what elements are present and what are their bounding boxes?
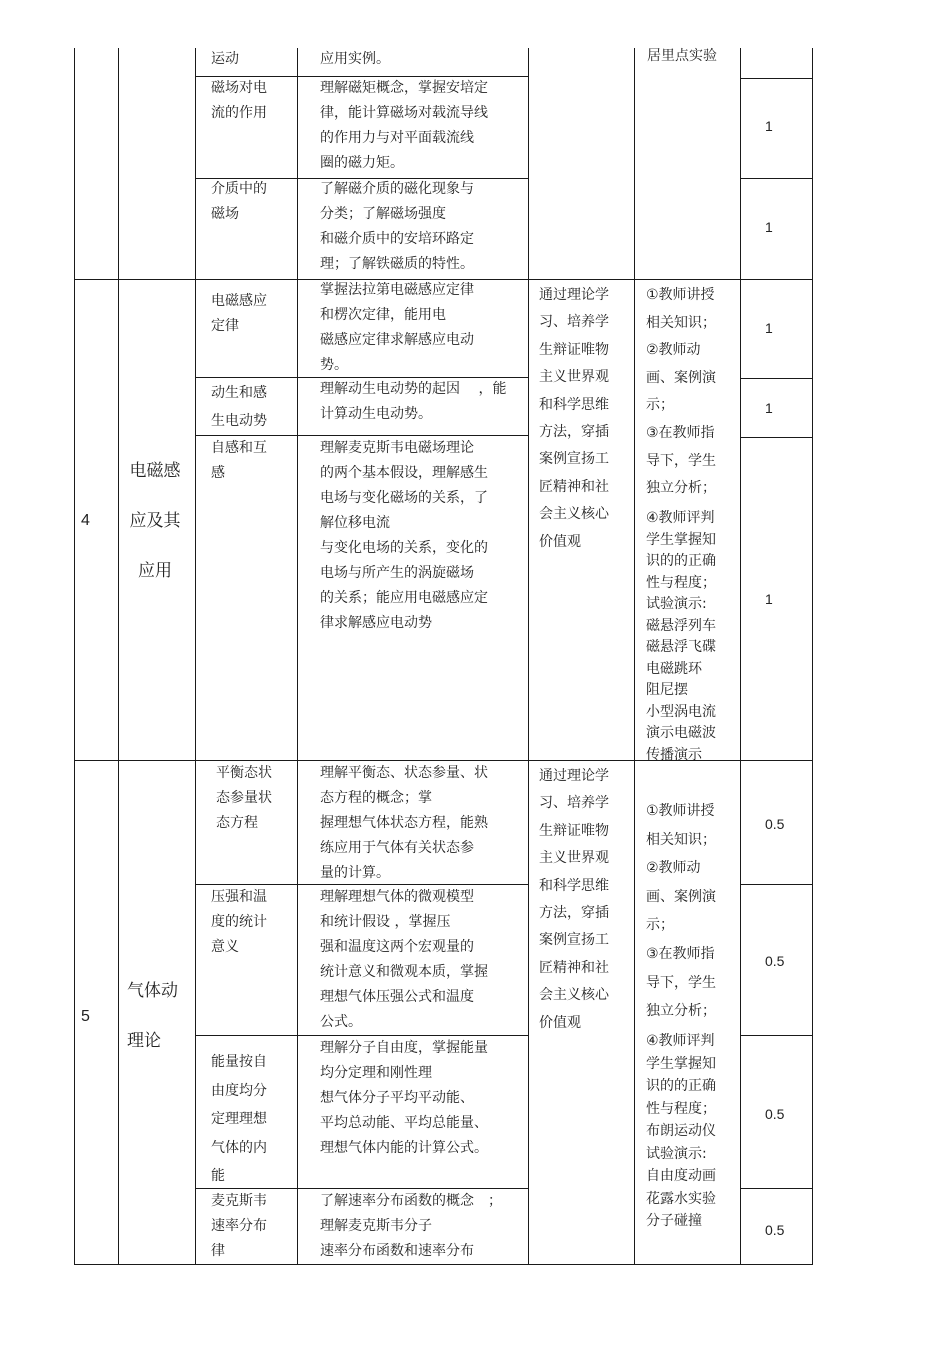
teaching-method-cell: 居里点实验 [647, 48, 717, 64]
topic-cell: 能量按自 由度均分 定理理想 气体的内 能 [211, 1054, 267, 1184]
grid-line [740, 78, 813, 79]
topic-cell: 运动 [211, 51, 239, 67]
grid-line [740, 884, 813, 885]
requirement-cell: 理解分子自由度，掌握能量 均分定理和刚性理 想气体分子平均平动能、 平均总动能、平均总能量、 理想气体内能的计算公式。 [320, 1040, 488, 1156]
grid-line [634, 48, 635, 1264]
grid-line [74, 1264, 813, 1265]
grid-line [74, 48, 75, 1264]
topic-cell: 电磁感应 定律 [211, 293, 267, 334]
hours-cell: 1 [765, 400, 773, 416]
requirement-cell: 了解磁介质的磁化现象与 分类；了解磁场强度 和磁介质中的安培环路定 理；了解铁磁质的特性。 [320, 181, 474, 272]
grid-line [740, 437, 813, 438]
requirement-cell: 理解理想气体的微观模型 和统计假设 ，掌握压 强和温度这两个宏观量的 统计意义和微观本质，掌握 理想气体压强公式和温度 公式。 [320, 889, 488, 1030]
hours-cell: 1 [765, 118, 773, 134]
chapter-number: 4 [81, 512, 90, 529]
grid-line [740, 1035, 813, 1036]
hours-cell: 0.5 [765, 1106, 785, 1122]
chapter-title: 电磁感 应及其 应用 [129, 461, 181, 581]
grid-line [740, 48, 741, 1264]
topic-cell: 自感和互 感 [211, 440, 267, 481]
hours-cell: 1 [765, 591, 773, 607]
teaching-method-cell: ①教师讲授 相关知识； ②教师动 画、案例演 示； ③在教师指 导下，学生 独立分析； [646, 287, 716, 497]
chapter-number: 5 [81, 1008, 90, 1025]
chapter-title: 气体动 理论 [127, 981, 178, 1051]
requirement-cell: 了解速率分布函数的概念 ； 理解麦克斯韦分子 速率分布函数和速率分布 [320, 1193, 502, 1259]
teaching-method-cell: ④教师评判 学生掌握知 识的的正确 性与程度； 布朗运动仪 试验演示: 自由度动画 花露水实验 分子碰撞 [646, 1033, 716, 1229]
requirement-cell: 应用实例。 [320, 51, 390, 67]
topic-cell: 磁场对电 流的作用 [211, 80, 267, 121]
grid-line [118, 48, 119, 1264]
teaching-method-cell: ①教师讲授 相关知识； ②教师动 画、案例演 示； ③在教师指 导下，学生 独立分析； [646, 803, 716, 1020]
requirement-cell: 理解动生电动势的起因 ，能 计算动生电动势。 [320, 381, 507, 422]
topic-cell: 麦克斯韦 速率分布 律 [211, 1193, 267, 1259]
grid-line [740, 1188, 813, 1189]
ideology-cell: 通过理论学 习、培养学 生辩证唯物 主义世界观 和科学思维 方法，穿插 案例宣扬工 匠精神和社 会主义核心 价值观 [539, 287, 609, 550]
topic-cell: 平衡态状 态参量状 态方程 [216, 765, 272, 831]
requirement-cell: 理解麦克斯韦电磁场理论 的两个基本假设，理解感生 电场与变化磁场的关系，了 解位移电流 与变化电场的关系，变化的 电场与所产生的涡旋磁场 的关系；能应用电磁感应定 律求解感应电动势 [320, 440, 488, 631]
hours-cell: 1 [765, 219, 773, 235]
grid-line [740, 178, 813, 179]
grid-line [297, 48, 298, 1264]
grid-line [528, 48, 529, 1264]
hours-cell: 0.5 [765, 1222, 785, 1238]
requirement-cell: 掌握法拉第电磁感应定律 和楞次定律，能用电 磁感应定律求解感应电动 势。 [320, 282, 474, 373]
hours-cell: 1 [765, 320, 773, 336]
requirement-cell: 理解平衡态、状态参量、状 态方程的概念；掌 握理想气体状态方程，能熟 练应用于气体有关状态参 量的计算。 [320, 765, 488, 881]
grid-line [740, 378, 813, 379]
ideology-cell: 通过理论学 习、培养学 生辩证唯物 主义世界观 和科学思维 方法，穿插 案例宣扬工 匠精神和社 会主义核心 价值观 [539, 768, 609, 1031]
topic-cell: 介质中的 磁场 [211, 181, 267, 222]
grid-line [195, 48, 196, 1264]
grid-line [812, 48, 813, 1264]
hours-cell: 0.5 [765, 816, 785, 832]
topic-cell: 动生和感 生电动势 [211, 385, 267, 429]
requirement-cell: 理解磁矩概念，掌握安培定 律，能计算磁场对载流导线 的作用力与对平面载流线 圈的磁力矩。 [320, 80, 488, 171]
hours-cell: 0.5 [765, 953, 785, 969]
topic-cell: 压强和温 度的统计 意义 [211, 889, 267, 955]
teaching-method-cell: ④教师评判 学生掌握知 识的的正确 性与程度； 试验演示: 磁悬浮列车 磁悬浮飞碟 电磁跳环 阻尼摆 小型涡电流 演示电磁波 传播演示 [646, 510, 716, 763]
